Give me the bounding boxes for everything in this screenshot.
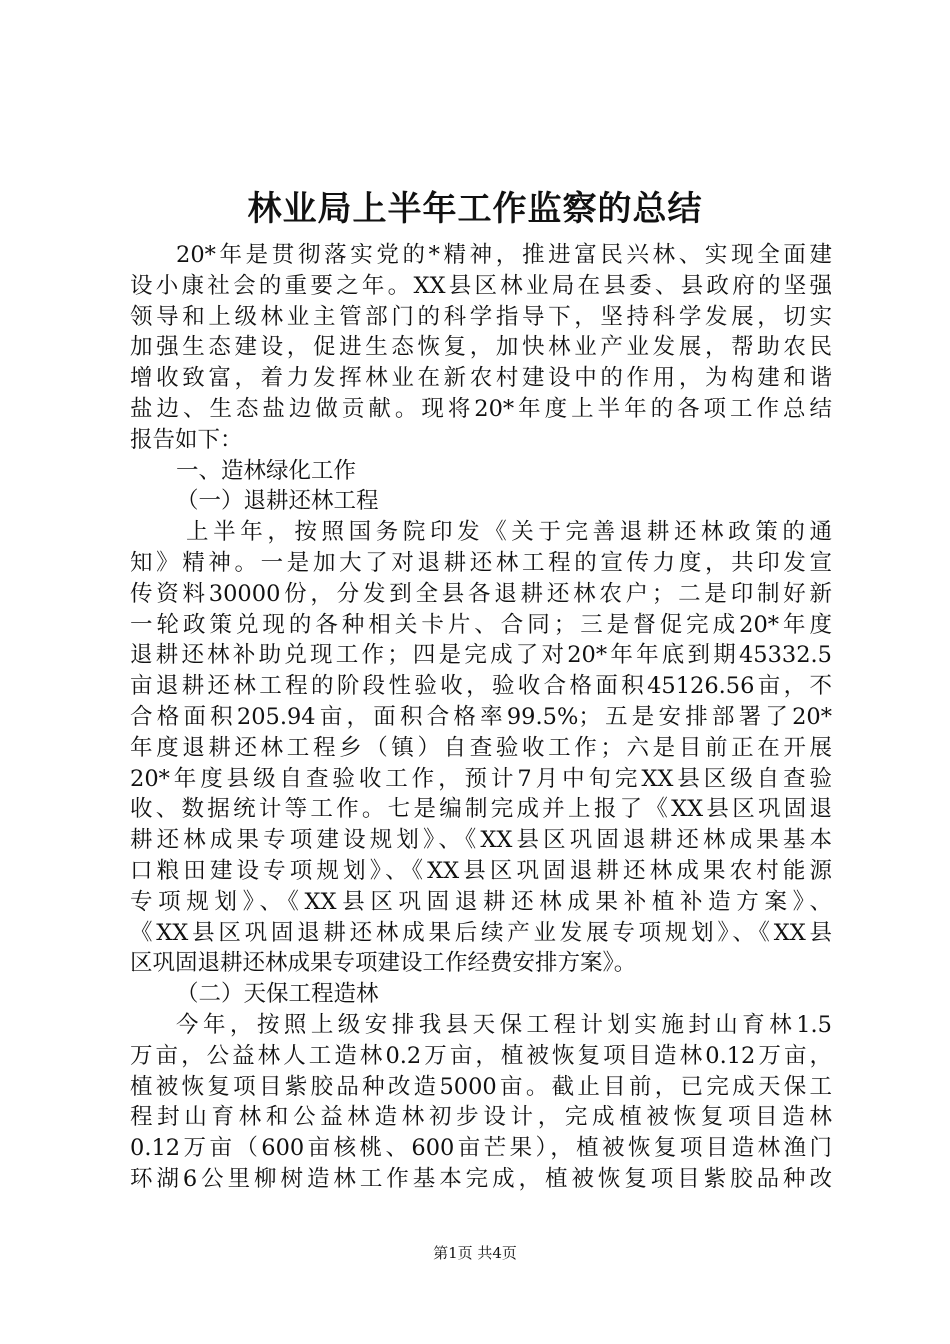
text-line: 20*年是贯彻落实党的*精神，推进富民兴林、实现全面建 [176,242,832,268]
text-line: 一、造林绿化工作 [176,457,357,484]
document-body [130,240,832,1195]
text-line: 20*年度县级自查验收工作，预计7月中旬完XX县区级自查验 [130,765,832,792]
text-line: 口粮田建设专项规划》、《XX县区巩固退耕还林成果农村能源 [130,857,832,884]
text-line: 退耕还林补助兑现工作；四是完成了对20*年年底到期45332.5 [130,642,832,669]
text-line: 传资料30000份，分发到全县各退耕还林农户；二是印制好新 [130,580,832,607]
text-line: 今年，按照上级安排我县天保工程计划实施封山育林1.5 [176,1011,832,1038]
text-line: 程封山育林和公益林造林初步设计，完成植被恢复项目造林 [130,1104,832,1131]
text-line: 设小康社会的重要之年。XX县区林业局在县委、县政府的坚强 [130,272,832,299]
document-title: 林业局上半年工作监察的总结 [247,189,703,229]
text-line: 0.12万亩（600亩核桃、600亩芒果），植被恢复项目造林渔门 [130,1135,832,1162]
text-line: 一轮政策兑现的各种相关卡片、合同；三是督促完成20*年度 [130,611,832,638]
text-line: 合格面积205.94亩，面积合格率99.5%；五是安排部署了20* [130,703,832,730]
text-line: 耕还林成果专项建设规划》、《XX县区巩固退耕还林成果基本 [130,827,832,854]
text-line: （一）退耕还林工程 [176,488,379,515]
text-line: 植被恢复项目紫胶品种改造5000亩。截止目前，已完成天保工 [130,1073,832,1100]
text-line: 环湖6公里柳树造林工作基本完成，植被恢复项目紫胶品种改 [130,1165,832,1192]
text-line: 盐边、生态盐边做贡献。现将20*年度上半年的各项工作总结 [130,395,832,422]
text-line: 报告如下： [130,426,243,453]
text-line: 领导和上级林业主管部门的科学指导下，坚持科学发展，切实 [130,303,832,330]
text-line: 加强生态建设，促进生态恢复，加快林业产业发展，帮助农民 [130,334,832,361]
text-line: 区巩固退耕还林成果专项建设工作经费安排方案》。 [130,950,637,977]
text-line: 上半年，按照国务院印发《关于完善退耕还林政策的通 [186,519,832,546]
text-line: 年度退耕还林工程乡（镇）自查验收工作；六是目前正在开展 [130,734,832,761]
text-line: 专项规划》、《XX县区巩固退耕还林成果补植补造方案》、 [130,888,832,915]
text-line: 收、数据统计等工作。七是编制完成并上报了《XX县区巩固退 [130,796,832,823]
page-footer: 第1页 共4页 [433,1244,517,1262]
text-line: 《XX县区巩固退耕还林成果后续产业发展专项规划》、《XX县 [130,919,832,946]
text-line: 亩退耕还林工程的阶段性验收，验收合格面积45126.56亩，不 [130,673,832,700]
text-line: （二）天保工程造林 [176,981,379,1008]
text-line: 知》精神。一是加大了对退耕还林工程的宣传力度，共印发宣 [130,549,832,576]
text-line: 增收致富，着力发挥林业在新农村建设中的作用，为构建和谐 [130,365,832,392]
text-line: 万亩，公益林人工造林0.2万亩，植被恢复项目造林0.12万亩， [130,1042,832,1069]
